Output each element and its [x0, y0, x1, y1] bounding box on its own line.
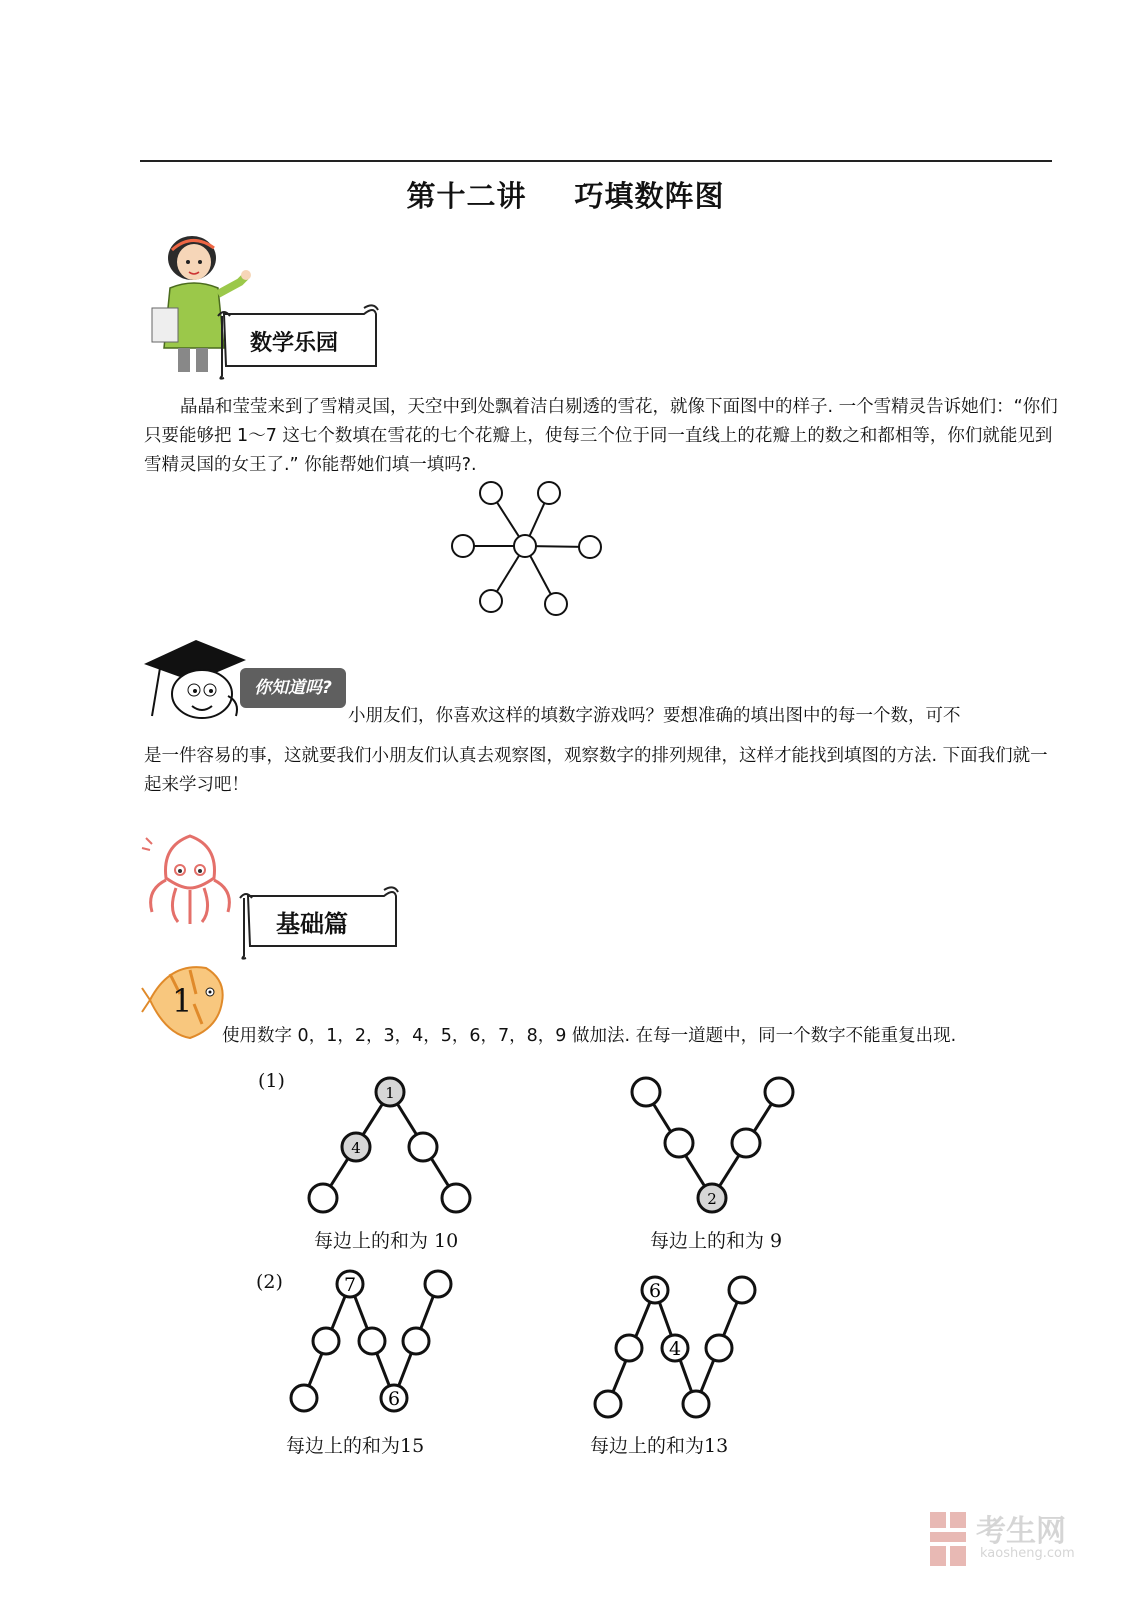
caption-fig-d: 每边上的和为13 — [590, 1435, 729, 1457]
intro-paragraph: 晶晶和莹莹来到了雪精灵国，天空中到处飘着洁白剔透的雪花，就像下面图中的样子. 一个雪精灵告诉她们：“你们只要能够把 1～7 这七个数填在雪花的七个花瓣上，使每三个位于同一直线上的花瓣上的数之和都相等，你们就能见到雪精灵国的女王了.” 你能帮她们填一填吗?. — [144, 397, 1058, 475]
did-you-know-line1: 小朋友们，你喜欢这样的填数字游戏吗？要想准确的填出图中的每一个数，可不 — [348, 706, 961, 726]
snowflake-figure — [440, 476, 620, 626]
header-rule — [140, 160, 1052, 162]
graduate-cartoon-illustration — [140, 636, 250, 728]
did-you-know-paragraph: 是一件容易的事，这就要我们小朋友们认真去观察图，观察数字的排列规律，这样才能找到填图的方法. 下面我们就一起来学习吧！ — [144, 746, 1048, 795]
page-title — [0, 174, 1131, 215]
problem-text: 使用数字 0，1，2，3，4，5，6，7，8，9 做加法. 在每一道题中，同一个数字不能重复出现. — [222, 1026, 957, 1046]
section-banner-basic — [236, 884, 402, 960]
caption-fig-c: 每边上的和为15 — [286, 1435, 425, 1457]
given-number: 1 — [385, 1084, 395, 1102]
section-banner-math-garden — [214, 302, 384, 380]
part-label-1: (1) — [258, 1070, 285, 1092]
triangle-figure-sum10 — [300, 1072, 490, 1222]
lecture-number: 第十二讲 — [406, 179, 527, 213]
given-number: 4 — [668, 1338, 682, 1360]
caption-fig-b: 每边上的和为 9 — [650, 1230, 783, 1252]
given-number: 6 — [648, 1280, 662, 1302]
v-figure-sum9 — [626, 1072, 806, 1222]
given-number: 2 — [707, 1190, 717, 1208]
did-you-know-badge: 你知道吗? — [240, 668, 346, 708]
part-label-2: (2) — [256, 1271, 283, 1293]
section-title: 基础篇 — [276, 910, 348, 938]
given-number: 6 — [387, 1388, 401, 1410]
section-title: 数学乐园 — [250, 331, 339, 356]
lecture-name: 巧填数阵图 — [574, 179, 725, 213]
watermark-brand: 考生网 — [976, 1514, 1066, 1549]
watermark-url: kaosheng.com — [980, 1546, 1075, 1561]
caption-fig-a: 每边上的和为 10 — [314, 1230, 459, 1252]
squid-illustration — [140, 830, 240, 930]
zigzag-figure-sum15 — [280, 1266, 470, 1426]
zigzag-figure-sum13 — [586, 1272, 766, 1432]
given-number: 4 — [351, 1139, 361, 1157]
watermark — [928, 1506, 1118, 1576]
watermark-logo — [928, 1510, 970, 1568]
given-number: 7 — [343, 1274, 357, 1296]
problem-number: 1 — [172, 982, 193, 1020]
